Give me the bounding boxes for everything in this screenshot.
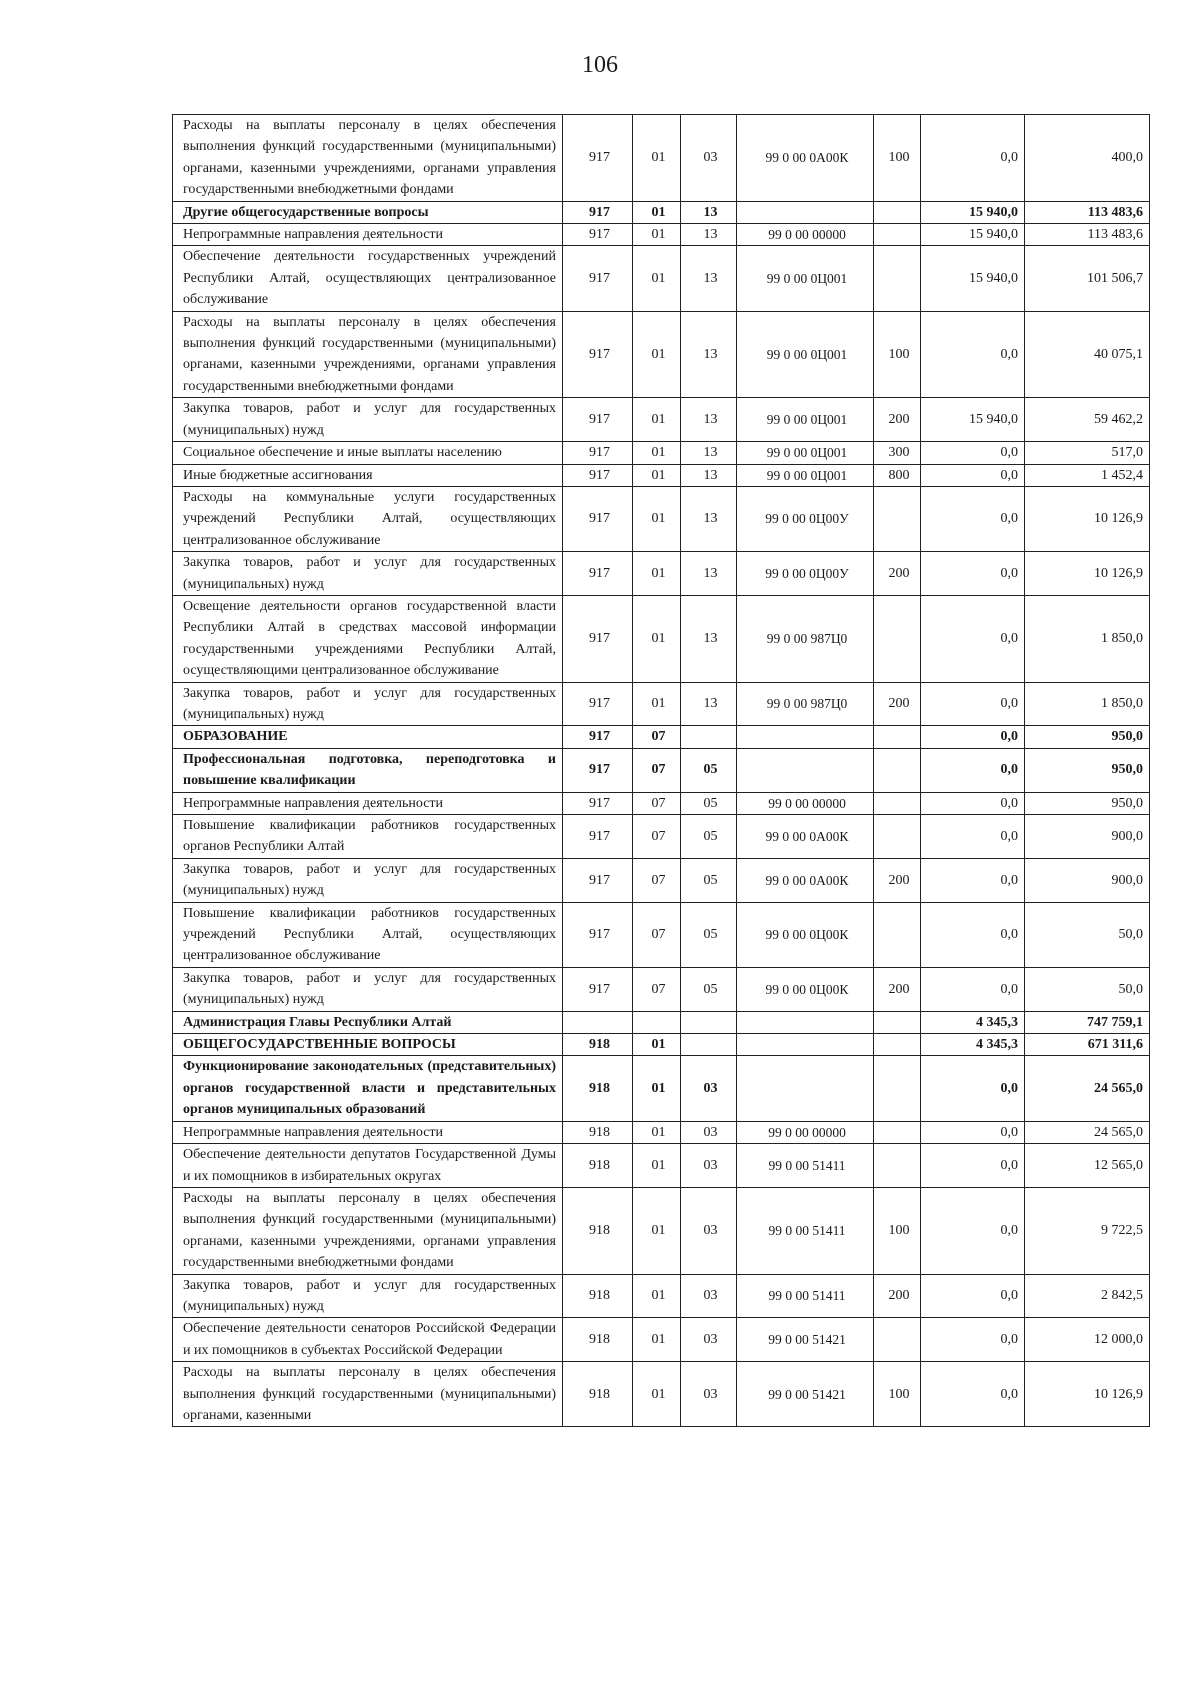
grbs-code-cell: 917	[563, 858, 633, 902]
item-name-cell: ОБЩЕГОСУДАРСТВЕННЫЕ ВОПРОСЫ	[173, 1034, 563, 1056]
target-article-cell: 99 0 00 0Ц001	[737, 246, 874, 311]
section-code-cell: 01	[633, 246, 681, 311]
item-name-cell: Повышение квалификации работников государственных органов Республики Алтай	[173, 815, 563, 859]
target-article-cell	[737, 726, 874, 748]
section-code-cell: 01	[633, 1056, 681, 1121]
amount-2-cell: 50,0	[1025, 902, 1150, 967]
amount-1-cell: 15 940,0	[921, 201, 1025, 223]
item-name-cell: Непрограммные направления деятельности	[173, 792, 563, 814]
grbs-code-cell: 918	[563, 1274, 633, 1318]
item-name-cell: Расходы на выплаты персоналу в целях обеспечения выполнения функций государственными (муниципальными) органами, казенными	[173, 1362, 563, 1427]
section-code-cell	[633, 1011, 681, 1033]
amount-1-cell: 0,0	[921, 442, 1025, 464]
amount-2-cell: 671 311,6	[1025, 1034, 1150, 1056]
section-code-cell: 07	[633, 748, 681, 792]
item-name-cell: Обеспечение деятельности государственных учреждений Республики Алтай, осуществляющих централизованное обслуживание	[173, 246, 563, 311]
grbs-code-cell: 917	[563, 902, 633, 967]
target-article-cell: 99 0 00 51421	[737, 1362, 874, 1427]
item-name-cell: Социальное обеспечение и иные выплаты населению	[173, 442, 563, 464]
grbs-code-cell: 917	[563, 792, 633, 814]
section-code-cell: 01	[633, 1362, 681, 1427]
subsection-code-cell: 05	[681, 902, 737, 967]
amount-2-cell: 59 462,2	[1025, 398, 1150, 442]
table-row	[173, 902, 1150, 967]
grbs-code-cell: 918	[563, 1318, 633, 1362]
section-code-cell: 07	[633, 726, 681, 748]
target-article-cell: 99 0 00 0А00К	[737, 115, 874, 202]
subsection-code-cell: 03	[681, 1121, 737, 1143]
amount-1-cell: 0,0	[921, 1362, 1025, 1427]
item-name-cell: Администрация Главы Республики Алтай	[173, 1011, 563, 1033]
amount-1-cell: 15 940,0	[921, 246, 1025, 311]
item-name-cell: Непрограммные направления деятельности	[173, 224, 563, 246]
grbs-code-cell: 917	[563, 815, 633, 859]
target-article-cell	[737, 748, 874, 792]
amount-2-cell: 9 722,5	[1025, 1187, 1150, 1274]
expense-type-cell: 100	[874, 1187, 921, 1274]
amount-1-cell: 0,0	[921, 1121, 1025, 1143]
subsection-code-cell: 13	[681, 311, 737, 398]
amount-1-cell: 0,0	[921, 115, 1025, 202]
section-code-cell: 01	[633, 311, 681, 398]
item-name-cell: Закупка товаров, работ и услуг для государственных (муниципальных) нужд	[173, 1274, 563, 1318]
item-name-cell: Непрограммные направления деятельности	[173, 1121, 563, 1143]
amount-1-cell: 0,0	[921, 1144, 1025, 1188]
grbs-code-cell: 917	[563, 398, 633, 442]
table-row	[173, 748, 1150, 792]
amount-1-cell: 4 345,3	[921, 1011, 1025, 1033]
table-row	[173, 1144, 1150, 1188]
grbs-code-cell: 917	[563, 552, 633, 596]
amount-1-cell: 0,0	[921, 726, 1025, 748]
table-row	[173, 246, 1150, 311]
target-article-cell: 99 0 00 51421	[737, 1318, 874, 1362]
target-article-cell: 99 0 00 0Ц001	[737, 442, 874, 464]
target-article-cell: 99 0 00 987Ц0	[737, 595, 874, 682]
subsection-code-cell: 13	[681, 464, 737, 486]
target-article-cell: 99 0 00 987Ц0	[737, 682, 874, 726]
section-code-cell: 01	[633, 595, 681, 682]
target-article-cell: 99 0 00 0Ц001	[737, 311, 874, 398]
subsection-code-cell: 03	[681, 1056, 737, 1121]
subsection-code-cell: 13	[681, 682, 737, 726]
amount-1-cell: 15 940,0	[921, 398, 1025, 442]
expense-type-cell: 300	[874, 442, 921, 464]
expense-type-cell	[874, 726, 921, 748]
page-number: 106	[582, 52, 618, 78]
expense-type-cell	[874, 1034, 921, 1056]
expense-type-cell	[874, 1011, 921, 1033]
table-row	[173, 1318, 1150, 1362]
section-code-cell: 01	[633, 1318, 681, 1362]
subsection-code-cell	[681, 1011, 737, 1033]
amount-2-cell: 400,0	[1025, 115, 1150, 202]
amount-2-cell: 50,0	[1025, 967, 1150, 1011]
amount-2-cell: 517,0	[1025, 442, 1150, 464]
expense-type-cell: 200	[874, 398, 921, 442]
expense-type-cell	[874, 748, 921, 792]
table-row	[173, 442, 1150, 464]
table-row	[173, 595, 1150, 682]
section-code-cell: 01	[633, 1034, 681, 1056]
amount-1-cell: 0,0	[921, 464, 1025, 486]
table-row	[173, 815, 1150, 859]
amount-1-cell: 15 940,0	[921, 224, 1025, 246]
section-code-cell: 01	[633, 1144, 681, 1188]
subsection-code-cell: 05	[681, 792, 737, 814]
amount-2-cell: 950,0	[1025, 792, 1150, 814]
target-article-cell: 99 0 00 0Ц001	[737, 398, 874, 442]
expense-type-cell: 200	[874, 552, 921, 596]
expense-type-cell	[874, 1121, 921, 1143]
item-name-cell: Закупка товаров, работ и услуг для государственных (муниципальных) нужд	[173, 552, 563, 596]
subsection-code-cell: 03	[681, 115, 737, 202]
amount-2-cell: 10 126,9	[1025, 1362, 1150, 1427]
expense-type-cell: 100	[874, 1362, 921, 1427]
section-code-cell: 01	[633, 1187, 681, 1274]
grbs-code-cell: 917	[563, 115, 633, 202]
expense-type-cell	[874, 486, 921, 551]
target-article-cell: 99 0 00 0Ц00К	[737, 967, 874, 1011]
item-name-cell: Расходы на коммунальные услуги государственных учреждений Республики Алтай, осуществляющих централизованное обслуживание	[173, 486, 563, 551]
grbs-code-cell: 917	[563, 224, 633, 246]
grbs-code-cell: 917	[563, 748, 633, 792]
section-code-cell: 07	[633, 858, 681, 902]
amount-1-cell: 0,0	[921, 858, 1025, 902]
expense-type-cell	[874, 1318, 921, 1362]
amount-2-cell: 1 850,0	[1025, 595, 1150, 682]
amount-1-cell: 0,0	[921, 815, 1025, 859]
subsection-code-cell: 13	[681, 442, 737, 464]
section-code-cell: 01	[633, 682, 681, 726]
table-row	[173, 224, 1150, 246]
table-row	[173, 1121, 1150, 1143]
target-article-cell: 99 0 00 0Ц00К	[737, 902, 874, 967]
amount-2-cell: 1 452,4	[1025, 464, 1150, 486]
expense-type-cell: 200	[874, 682, 921, 726]
expense-type-cell	[874, 246, 921, 311]
target-article-cell: 99 0 00 00000	[737, 1121, 874, 1143]
target-article-cell: 99 0 00 51411	[737, 1274, 874, 1318]
amount-1-cell: 0,0	[921, 792, 1025, 814]
grbs-code-cell: 917	[563, 464, 633, 486]
subsection-code-cell: 03	[681, 1362, 737, 1427]
section-code-cell: 07	[633, 815, 681, 859]
item-name-cell: Закупка товаров, работ и услуг для государственных (муниципальных) нужд	[173, 858, 563, 902]
expense-type-cell: 100	[874, 115, 921, 202]
target-article-cell	[737, 1034, 874, 1056]
table-row	[173, 486, 1150, 551]
section-code-cell: 01	[633, 464, 681, 486]
item-name-cell: Расходы на выплаты персоналу в целях обеспечения выполнения функций государственными (муниципальными) органами, казенными учреждениями, органами управления государственными внебюджетными фондами	[173, 1187, 563, 1274]
item-name-cell: Повышение квалификации работников государственных учреждений Республики Алтай, осуществляющих централизованное обслуживание	[173, 902, 563, 967]
section-code-cell: 07	[633, 902, 681, 967]
subsection-code-cell: 05	[681, 815, 737, 859]
grbs-code-cell: 918	[563, 1034, 633, 1056]
subsection-code-cell: 13	[681, 201, 737, 223]
grbs-code-cell	[563, 1011, 633, 1033]
expense-type-cell	[874, 1056, 921, 1121]
item-name-cell: Профессиональная подготовка, переподготовка и повышение квалификации	[173, 748, 563, 792]
grbs-code-cell: 917	[563, 682, 633, 726]
amount-1-cell: 0,0	[921, 682, 1025, 726]
subsection-code-cell: 05	[681, 858, 737, 902]
amount-2-cell: 12 000,0	[1025, 1318, 1150, 1362]
table-row	[173, 1056, 1150, 1121]
amount-1-cell: 0,0	[921, 1318, 1025, 1362]
table-row	[173, 398, 1150, 442]
item-name-cell: Обеспечение деятельности депутатов Государственной Думы и их помощников в избирательных округах	[173, 1144, 563, 1188]
budget-table	[172, 114, 1150, 1427]
section-code-cell: 01	[633, 115, 681, 202]
table-row	[173, 115, 1150, 202]
subsection-code-cell	[681, 1034, 737, 1056]
section-code-cell: 01	[633, 201, 681, 223]
grbs-code-cell: 918	[563, 1121, 633, 1143]
amount-2-cell: 2 842,5	[1025, 1274, 1150, 1318]
table-row	[173, 464, 1150, 486]
amount-1-cell: 0,0	[921, 552, 1025, 596]
item-name-cell: Закупка товаров, работ и услуг для государственных (муниципальных) нужд	[173, 682, 563, 726]
amount-1-cell: 0,0	[921, 902, 1025, 967]
amount-2-cell: 10 126,9	[1025, 486, 1150, 551]
subsection-code-cell: 13	[681, 246, 737, 311]
grbs-code-cell: 917	[563, 246, 633, 311]
target-article-cell: 99 0 00 51411	[737, 1144, 874, 1188]
section-code-cell: 01	[633, 486, 681, 551]
item-name-cell: Расходы на выплаты персоналу в целях обеспечения выполнения функций государственными (муниципальными) органами, казенными учреждениями, органами управления государственными внебюджетными фондами	[173, 115, 563, 202]
target-article-cell	[737, 1011, 874, 1033]
item-name-cell: Расходы на выплаты персоналу в целях обеспечения выполнения функций государственными (муниципальными) органами, казенными учреждениями, органами управления государственными внебюджетными фондами	[173, 311, 563, 398]
table-row	[173, 201, 1150, 223]
section-code-cell: 01	[633, 1274, 681, 1318]
grbs-code-cell: 917	[563, 967, 633, 1011]
expense-type-cell: 200	[874, 967, 921, 1011]
amount-2-cell: 747 759,1	[1025, 1011, 1150, 1033]
expense-type-cell: 200	[874, 1274, 921, 1318]
item-name-cell: Закупка товаров, работ и услуг для государственных (муниципальных) нужд	[173, 398, 563, 442]
amount-2-cell: 12 565,0	[1025, 1144, 1150, 1188]
amount-1-cell: 0,0	[921, 486, 1025, 551]
item-name-cell: Иные бюджетные ассигнования	[173, 464, 563, 486]
section-code-cell: 07	[633, 967, 681, 1011]
amount-1-cell: 0,0	[921, 967, 1025, 1011]
subsection-code-cell: 05	[681, 748, 737, 792]
amount-2-cell: 900,0	[1025, 858, 1150, 902]
amount-1-cell: 0,0	[921, 1056, 1025, 1121]
table-row	[173, 967, 1150, 1011]
grbs-code-cell: 917	[563, 442, 633, 464]
amount-1-cell: 0,0	[921, 311, 1025, 398]
amount-2-cell: 113 483,6	[1025, 224, 1150, 246]
amount-2-cell: 900,0	[1025, 815, 1150, 859]
subsection-code-cell: 13	[681, 595, 737, 682]
subsection-code-cell: 13	[681, 552, 737, 596]
amount-2-cell: 950,0	[1025, 726, 1150, 748]
target-article-cell: 99 0 00 0А00К	[737, 858, 874, 902]
table-row	[173, 311, 1150, 398]
amount-1-cell: 0,0	[921, 1274, 1025, 1318]
target-article-cell: 99 0 00 0Ц001	[737, 464, 874, 486]
subsection-code-cell	[681, 726, 737, 748]
table-row	[173, 682, 1150, 726]
target-article-cell	[737, 1056, 874, 1121]
expense-type-cell	[874, 224, 921, 246]
section-code-cell: 01	[633, 552, 681, 596]
grbs-code-cell: 918	[563, 1362, 633, 1427]
table-row	[173, 726, 1150, 748]
amount-2-cell: 113 483,6	[1025, 201, 1150, 223]
section-code-cell: 01	[633, 398, 681, 442]
item-name-cell: Освещение деятельности органов государственной власти Республики Алтай в средствах массовой информации государственными учреждениями Республики Алтай, осуществляющими централизованное обслуживание	[173, 595, 563, 682]
amount-2-cell: 10 126,9	[1025, 552, 1150, 596]
budget-table-body	[173, 115, 1150, 1427]
target-article-cell: 99 0 00 0Ц00У	[737, 552, 874, 596]
expense-type-cell	[874, 595, 921, 682]
amount-1-cell: 4 345,3	[921, 1034, 1025, 1056]
section-code-cell: 01	[633, 224, 681, 246]
target-article-cell: 99 0 00 00000	[737, 792, 874, 814]
grbs-code-cell: 917	[563, 486, 633, 551]
grbs-code-cell: 917	[563, 201, 633, 223]
subsection-code-cell: 13	[681, 486, 737, 551]
subsection-code-cell: 03	[681, 1274, 737, 1318]
item-name-cell: Закупка товаров, работ и услуг для государственных (муниципальных) нужд	[173, 967, 563, 1011]
section-code-cell: 01	[633, 1121, 681, 1143]
target-article-cell: 99 0 00 51411	[737, 1187, 874, 1274]
target-article-cell	[737, 201, 874, 223]
target-article-cell: 99 0 00 00000	[737, 224, 874, 246]
amount-2-cell: 1 850,0	[1025, 682, 1150, 726]
subsection-code-cell: 13	[681, 398, 737, 442]
expense-type-cell: 800	[874, 464, 921, 486]
expense-type-cell: 200	[874, 858, 921, 902]
table-row	[173, 858, 1150, 902]
table-row	[173, 1362, 1150, 1427]
amount-1-cell: 0,0	[921, 595, 1025, 682]
expense-type-cell	[874, 902, 921, 967]
section-code-cell: 07	[633, 792, 681, 814]
item-name-cell: Другие общегосударственные вопросы	[173, 201, 563, 223]
expense-type-cell	[874, 792, 921, 814]
expense-type-cell	[874, 201, 921, 223]
expense-type-cell: 100	[874, 311, 921, 398]
table-row	[173, 792, 1150, 814]
item-name-cell: Обеспечение деятельности сенаторов Российской Федерации и их помощников в субъектах Российской Федерации	[173, 1318, 563, 1362]
item-name-cell: Функционирование законодательных (представительных) органов государственной власти и представительных органов муниципальных образований	[173, 1056, 563, 1121]
amount-2-cell: 40 075,1	[1025, 311, 1150, 398]
amount-1-cell: 0,0	[921, 1187, 1025, 1274]
section-code-cell: 01	[633, 442, 681, 464]
subsection-code-cell: 13	[681, 224, 737, 246]
subsection-code-cell: 03	[681, 1318, 737, 1362]
grbs-code-cell: 917	[563, 595, 633, 682]
expense-type-cell	[874, 1144, 921, 1188]
subsection-code-cell: 05	[681, 967, 737, 1011]
grbs-code-cell: 917	[563, 726, 633, 748]
grbs-code-cell: 918	[563, 1144, 633, 1188]
target-article-cell: 99 0 00 0Ц00У	[737, 486, 874, 551]
subsection-code-cell: 03	[681, 1144, 737, 1188]
amount-2-cell: 101 506,7	[1025, 246, 1150, 311]
amount-2-cell: 24 565,0	[1025, 1121, 1150, 1143]
table-row	[173, 552, 1150, 596]
grbs-code-cell: 918	[563, 1056, 633, 1121]
expense-type-cell	[874, 815, 921, 859]
item-name-cell: ОБРАЗОВАНИЕ	[173, 726, 563, 748]
table-row	[173, 1034, 1150, 1056]
grbs-code-cell: 918	[563, 1187, 633, 1274]
amount-2-cell: 950,0	[1025, 748, 1150, 792]
amount-1-cell: 0,0	[921, 748, 1025, 792]
subsection-code-cell: 03	[681, 1187, 737, 1274]
table-row	[173, 1274, 1150, 1318]
table-row	[173, 1187, 1150, 1274]
table-row	[173, 1011, 1150, 1033]
amount-2-cell: 24 565,0	[1025, 1056, 1150, 1121]
grbs-code-cell: 917	[563, 311, 633, 398]
target-article-cell: 99 0 00 0А00К	[737, 815, 874, 859]
